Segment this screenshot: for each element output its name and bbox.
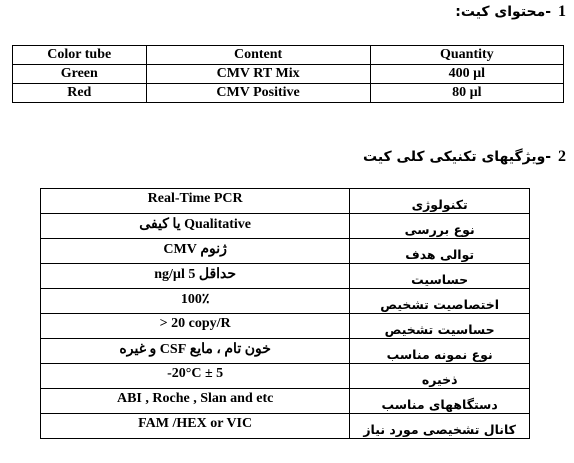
table-row xyxy=(13,84,564,103)
section-2-number: 2 xyxy=(558,148,566,165)
spec-row xyxy=(41,364,530,389)
section-1-number: 1 xyxy=(558,3,566,20)
cell-quantity: 80 µl xyxy=(370,84,563,103)
spec-label: نوع بررسی xyxy=(350,214,530,239)
spec-row xyxy=(41,389,530,414)
column-header-color-tube: Color tube xyxy=(13,46,147,65)
section-2-title: -ویژگیهای تکنیکی کلی کیت xyxy=(363,149,552,165)
column-header-quantity: Quantity xyxy=(370,46,563,65)
spec-value: 100٪ xyxy=(41,289,350,314)
spec-row xyxy=(41,189,530,214)
spec-label: نوع نمونه مناسب xyxy=(350,339,530,364)
spec-label: دستگاههای مناسب xyxy=(350,389,530,414)
technical-specs-table xyxy=(40,188,530,439)
spec-value: ژنوم CMV xyxy=(41,239,350,264)
spec-value: حداقل 5 ng/µl xyxy=(41,264,350,289)
spec-row xyxy=(41,289,530,314)
table-row xyxy=(13,65,564,84)
spec-row xyxy=(41,214,530,239)
cell-content: CMV Positive xyxy=(146,84,370,103)
section-2-heading xyxy=(363,148,566,166)
spec-row xyxy=(41,414,530,439)
spec-label: توالی هدف xyxy=(350,239,530,264)
spec-value: > 20 copy/R xyxy=(41,314,350,339)
cell-quantity: 400 µl xyxy=(370,65,563,84)
cell-color-tube: Green xyxy=(13,65,147,84)
cell-color-tube: Red xyxy=(13,84,147,103)
spec-label: اختصاصیت تشخیص xyxy=(350,289,530,314)
cell-content: CMV RT Mix xyxy=(146,65,370,84)
spec-label: ذخیره xyxy=(350,364,530,389)
spec-value: FAM /HEX or VIC xyxy=(41,414,350,439)
spec-value: ABI , Roche , Slan and etc xyxy=(41,389,350,414)
spec-value: -20°C ± 5 xyxy=(41,364,350,389)
spec-row xyxy=(41,314,530,339)
kit-contents-table xyxy=(12,45,564,103)
section-1-title: -محتوای کیت: xyxy=(455,4,552,20)
section-1-heading xyxy=(455,3,566,21)
table-header-row xyxy=(13,46,564,65)
spec-value: Qualitative یا کیفی xyxy=(41,214,350,239)
spec-label: تکنولوژی xyxy=(350,189,530,214)
spec-row xyxy=(41,339,530,364)
spec-value: Real-Time PCR xyxy=(41,189,350,214)
spec-row xyxy=(41,239,530,264)
spec-value: خون تام ، مایع CSF و غیره xyxy=(41,339,350,364)
spec-row xyxy=(41,264,530,289)
spec-label: کانال تشخیصی مورد نیاز xyxy=(350,414,530,439)
spec-label: حساسیت xyxy=(350,264,530,289)
spec-label: حساسیت تشخیص xyxy=(350,314,530,339)
column-header-content: Content xyxy=(146,46,370,65)
